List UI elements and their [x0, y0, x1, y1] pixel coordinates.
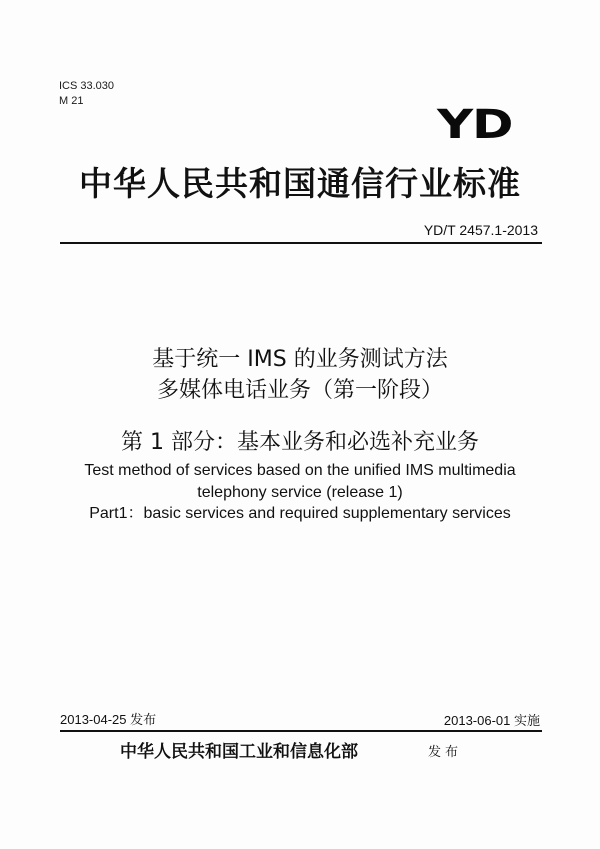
cn-title-line-3: 第 1 部分：基本业务和必选补充业务 — [121, 430, 479, 455]
yd-logo: YD — [437, 102, 513, 148]
issue-date: 2013-04-25 发布 — [60, 712, 157, 727]
ics-code: ICS 33.030 — [59, 80, 115, 92]
cn-title-line-2: 多媒体电话业务（第一阶段） — [156, 378, 443, 403]
bottom-divider — [60, 730, 542, 732]
top-divider — [60, 242, 542, 244]
ccs-code: M 21 — [59, 95, 84, 107]
classification-codes — [59, 79, 114, 109]
en-title-line-2: telephony service (release 1) — [197, 484, 403, 501]
en-title-line-1: Test method of services based on the unified IMS multimedia — [84, 462, 516, 479]
standard-category-title: 中华人民共和国通信行业标准 — [79, 164, 521, 203]
standard-number: YD/T 2457.1-2013 — [423, 222, 538, 238]
implementation-date: 2013-06-01 实施 — [443, 713, 540, 728]
publisher-name: 中华人民共和国工业和信息化部 — [120, 742, 358, 762]
en-title-line-3: Part1：basic services and required supplementary services — [89, 505, 511, 522]
publisher-action: 发布 — [428, 744, 463, 759]
cn-title-line-1: 基于统一 IMS 的业务测试方法 — [152, 347, 448, 372]
